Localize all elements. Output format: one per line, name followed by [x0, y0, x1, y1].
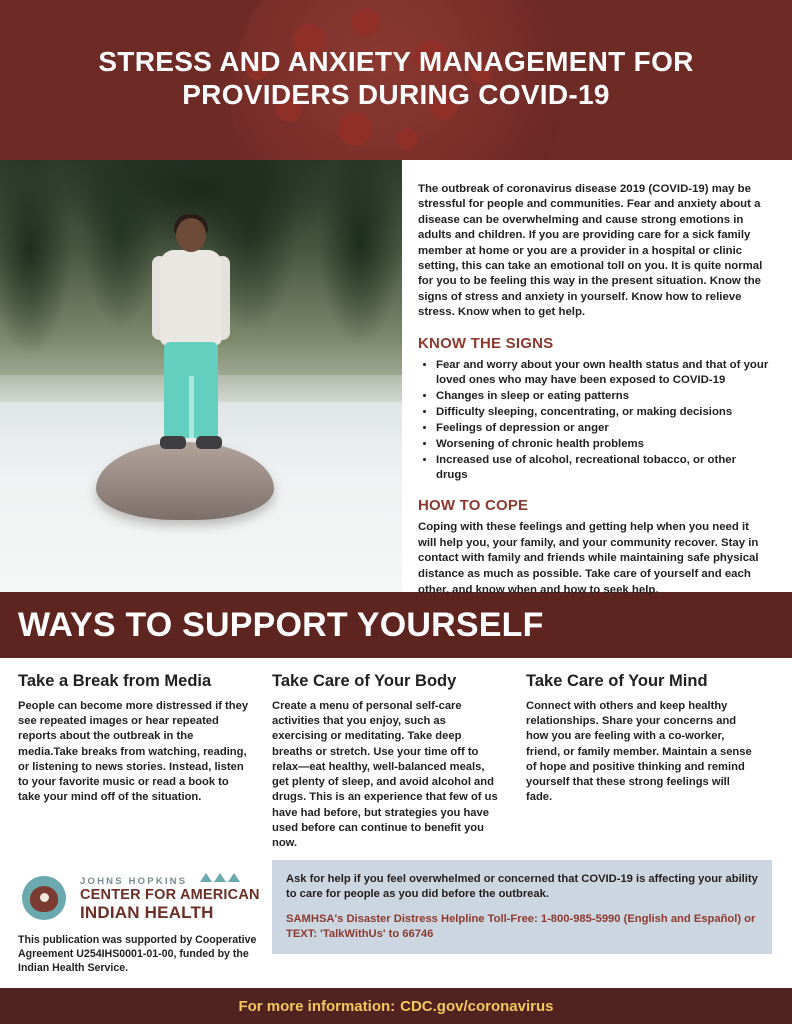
person-left-shoe — [160, 436, 186, 449]
support-columns — [0, 658, 792, 851]
section-banner — [0, 592, 792, 658]
list-item: • Feelings of depression or anger — [436, 421, 770, 436]
list-item: • Worsening of chronic health problems — [436, 437, 770, 452]
person-scrubs — [164, 342, 218, 438]
logo-mark-icon — [18, 874, 72, 922]
person-head — [176, 218, 206, 252]
column-title: Take Care of Your Body — [272, 672, 457, 690]
help-callout-box — [272, 860, 772, 954]
cdc-url-link[interactable]: CDC.gov/coronavirus — [400, 997, 554, 1015]
intro-paragraph: The outbreak of coronavirus disease 2019 (COVID-19) may be stressful for people and communities. Fear and anxiety about a disease can be overwhelming and cause strong emotions in adults and children. If you are providing care for a sick family member at home or you are a provider in a hospital or clinic setting, this can take an emotional toll on you. It is quite normal for you to be feeling this way in the present situation. Know the signs of stress and anxiety in yourself. Know how to relieve stress. Know when to get help. — [418, 183, 763, 319]
top-section — [0, 160, 792, 596]
person-right-shoe — [196, 436, 222, 449]
column-title: Take Care of Your Mind — [526, 672, 708, 690]
list-item: • Difficulty sleeping, concentrating, or making decisions — [436, 405, 770, 420]
know-the-signs-heading: KNOW THE SIGNS — [418, 334, 554, 352]
virus-spike-icon — [396, 128, 418, 150]
logo-line2: INDIAN HEALTH — [80, 902, 214, 922]
page-title: STRESS AND ANXIETY MANAGEMENT FOR PROVIDERS DURING COVID-19 — [98, 46, 694, 110]
bottom-bar — [0, 988, 792, 1024]
provider-photo — [0, 160, 402, 592]
how-to-cope-paragraph: Coping with these feelings and getting help when you need it will help you, your family, and your community recover. Stay in contact with family and friends while maintaining safe physical distance as much as possible. Take care of yourself and each other, and know when and how to seek help. — [418, 520, 759, 596]
callout-hotline-text: SAMHSA's Disaster Distress Helpline Toll-Free: 1-800-985-5990 (English and Español) or TEXT: 'TalkWithUs' to 66746 — [286, 913, 756, 940]
page-header — [0, 0, 792, 160]
intro-column — [402, 160, 792, 596]
list-item: • Fear and worry about your own health status and that of your loved ones who may have been exposed to COVID-19 — [436, 358, 770, 388]
know-the-signs-list — [418, 358, 770, 483]
triangles-icon — [198, 873, 240, 885]
how-to-cope-heading: HOW TO COPE — [418, 496, 529, 514]
person-torso — [160, 250, 222, 346]
bottom-bar-label: For more information: — [238, 997, 396, 1015]
photo-person — [150, 218, 232, 462]
list-item: • Changes in sleep or eating patterns — [436, 389, 770, 404]
column-body: Create a menu of personal self-care activities that you enjoy, such as exercising or meditating. Take deep breaths or stretch. Use your time off to relax—eat healthy, well-balanced meals, get plenty of sleep, and avoid alcohol and drugs. This is an experience that few of us have had before, but strategies you have used before can continue to benefit you now. — [272, 700, 498, 850]
column-take-care-of-your-mind — [526, 672, 758, 851]
column-take-care-of-your-body — [272, 672, 504, 851]
logo-institution-label: JOHNS HOPKINS — [80, 876, 188, 888]
logo-dot — [40, 893, 49, 902]
virus-spike-icon — [338, 112, 372, 146]
banner-title: WAYS TO SUPPORT YOURSELF — [18, 605, 544, 644]
list-item: • Increased use of alcohol, recreational tobacco, or other drugs — [436, 453, 770, 483]
column-body: Connect with others and keep healthy relationships. Share your concerns and how you are feeling with a co-worker, friend, or family member. Maintain a sense of hope and positive thinking and remind yourself that these strong feelings will fade. — [526, 700, 752, 804]
logo-text — [80, 873, 260, 921]
column-take-a-break-from-media — [18, 672, 250, 851]
column-title: Take a Break from Media — [18, 672, 212, 690]
column-body: People can become more distressed if they see repeated images or hear repeated reports about the outbreak in the media.Take breaks from watching, reading, or listening to news stories. Instead, listen to your favorite music or read a book to take your mind off of the situation. — [18, 700, 249, 804]
logo-institution — [80, 873, 260, 887]
callout-ask-text: Ask for help if you feel overwhelmed or concerned that COVID-19 is affecting your ability to care for people as you did before the outbreak. — [286, 873, 758, 900]
support-statement: This publication was supported by Cooperative Agreement U254IHS0001-01-00, funded by the Indian Health Service. — [18, 933, 257, 974]
logo-line1: CENTER FOR AMERICAN — [80, 887, 260, 904]
